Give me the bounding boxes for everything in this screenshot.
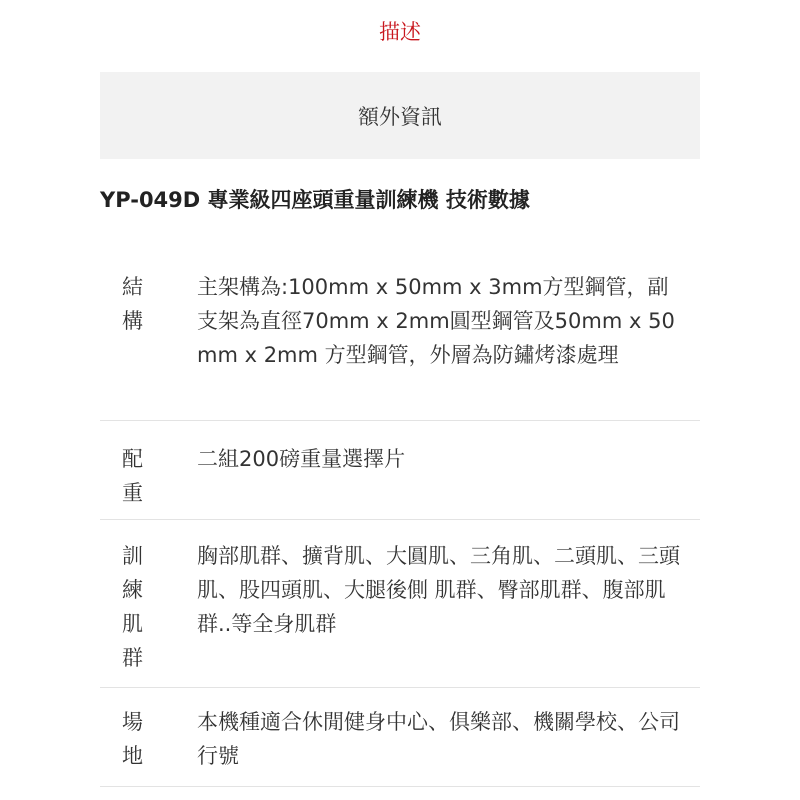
spec-row-weight: [100, 421, 700, 520]
spec-row-muscle-groups: [100, 520, 700, 688]
spec-label-text: 結構: [122, 275, 143, 333]
spec-heading: YP-049D 專業級四座頭重量訓練機 技術數據: [100, 188, 530, 212]
spec-value: 胸部肌群、擴背肌、大圓肌、三角肌、二頭肌、三頭肌、股四頭肌、大腿後側 肌群、臀部肌群、腹部肌群..等全身肌群: [197, 544, 680, 636]
description-tab[interactable]: 描述: [379, 20, 421, 44]
spec-label-text: 訓練肌群: [122, 544, 143, 670]
spec-value: 二組200磅重量選擇片: [197, 447, 406, 471]
additional-info-label: 額外資訊: [358, 104, 442, 129]
spec-label: [100, 705, 170, 786]
spec-label: [100, 270, 170, 420]
spec-value: 主架構為:100mm x 50mm x 3mm方型鋼管，副支架為直徑70mm x 2mm圓型鋼管及50mm x 50mm x 2mm 方型鋼管，外層為防鏽烤漆處理: [197, 275, 675, 367]
additional-info-tab[interactable]: [100, 72, 700, 159]
spec-table: [100, 253, 700, 787]
spec-label: [100, 442, 170, 519]
spec-label: [100, 539, 170, 687]
spec-row-structure: [100, 253, 700, 421]
spec-value: 本機種適合休閒健身中心、俱樂部、機關學校、公司行號: [197, 710, 680, 768]
spec-row-venue: [100, 688, 700, 787]
spec-label-text: 配重: [122, 447, 143, 505]
spec-label-text: 場地: [122, 710, 143, 768]
